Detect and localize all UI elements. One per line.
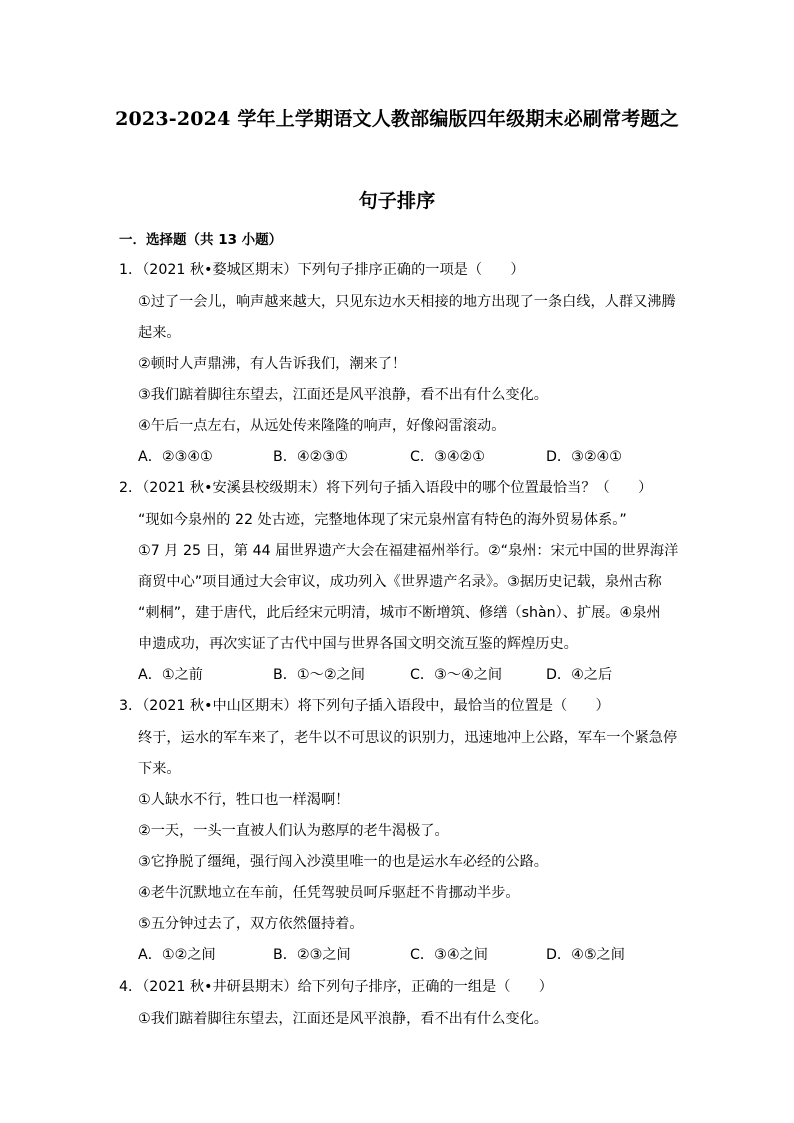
section-heading: 一．选择题（共 13 小题） — [119, 232, 283, 248]
question-4-stem: 4．（2021 秋•井研县期末）给下列句子排序，正确的一组是（ ） — [119, 979, 553, 995]
question-1-options — [138, 446, 678, 466]
question-3-line: 终于，运水的军车来了，老牛以不可思议的识别力，迅速地冲上公路，军车一个紧急停 — [138, 730, 678, 746]
question-2-line: “刺桐”，建于唐代，此后经宋元明清，城市不断增筑、修缮（shàn）、扩展。④泉州 — [138, 605, 661, 621]
option-a[interactable]: A．②③④① — [138, 449, 213, 465]
question-3-options — [138, 944, 678, 964]
option-d[interactable]: D．④⑤之间 — [546, 947, 625, 963]
option-c[interactable]: C．③④②① — [410, 449, 485, 465]
question-1-line: ②顿时人声鼎沸，有人告诉我们，潮来了！ — [138, 356, 407, 372]
option-b[interactable]: B．①～②之间 — [273, 667, 365, 683]
question-4-line: ①我们踮着脚往东望去，江面还是风平浪静，看不出有什么变化。 — [138, 1011, 548, 1027]
question-2-line: ①7 月 25 日，第 44 届世界遗产大会在福建福州举行。②“泉州：宋元中国的世界海洋 — [138, 543, 679, 559]
option-b[interactable]: B．②③之间 — [273, 947, 351, 963]
question-3-line: ①人缺水不行，牲口也一样渴啊！ — [138, 792, 350, 808]
question-2-options — [138, 664, 678, 684]
question-3-line: 下来。 — [138, 761, 181, 777]
question-1-line: ①过了一会儿，响声越来越大，只见东边水天相接的地方出现了一条白线，人群又沸腾 — [138, 294, 676, 310]
option-d[interactable]: D．③②④① — [546, 449, 622, 465]
question-3-stem: 3．（2021 秋•中山区期末）将下列句子插入语段中，最恰当的位置是（ ） — [119, 698, 610, 714]
document-subtitle: 句子排序 — [358, 190, 436, 212]
question-3-line: ③它挣脱了缰绳，强行闯入沙漠里唯一的也是运水车必经的公路。 — [138, 854, 548, 870]
question-3-line: ②一天，一头一直被人们认为憨厚的老牛渴极了。 — [138, 823, 449, 839]
document-title: 2023-2024 学年上学期语文人教部编版四年级期末必刷常考题之 — [115, 108, 679, 130]
option-a[interactable]: A．①之前 — [138, 667, 203, 683]
option-a[interactable]: A．①②之间 — [138, 947, 216, 963]
question-3-line: ⑤五分钟过去了，双方依然僵持着。 — [138, 916, 364, 932]
question-1-line: 起来。 — [138, 325, 181, 341]
question-1-line: ③我们踮着脚往东望去，江面还是风平浪静，看不出有什么变化。 — [138, 387, 548, 403]
question-2-line: “现如今泉州的 22 处古迹，完整地体现了宋元泉州富有特色的海外贸易体系。” — [138, 512, 627, 528]
question-2-line: 申遗成功，再次实证了古代中国与世界各国文明交流互鉴的辉煌历史。 — [138, 636, 578, 652]
option-d[interactable]: D．④之后 — [546, 667, 613, 683]
question-2-stem: 2．（2021 秋•安溪县校级期末）将下列句子插入语段中的哪个位置最恰当？（ ） — [119, 480, 653, 496]
option-c[interactable]: C．③～④之间 — [410, 667, 503, 683]
question-2-line: 商贸中心”项目通过大会审议，成功列入《世界遗产名录》。③据历史记载，泉州古称 — [138, 574, 662, 590]
option-c[interactable]: C．③④之间 — [410, 947, 488, 963]
question-1-line: ④午后一点左右，从远处传来隆隆的响声，好像闷雷滚动。 — [138, 418, 506, 434]
option-b[interactable]: B．④②③① — [273, 449, 348, 465]
question-1-stem: 1．（2021 秋•婺城区期末）下列句子排序正确的一项是（ ） — [119, 262, 525, 278]
question-3-line: ④老牛沉默地立在车前，任凭驾驶员呵斥驱赶不肯挪动半步。 — [138, 885, 520, 901]
